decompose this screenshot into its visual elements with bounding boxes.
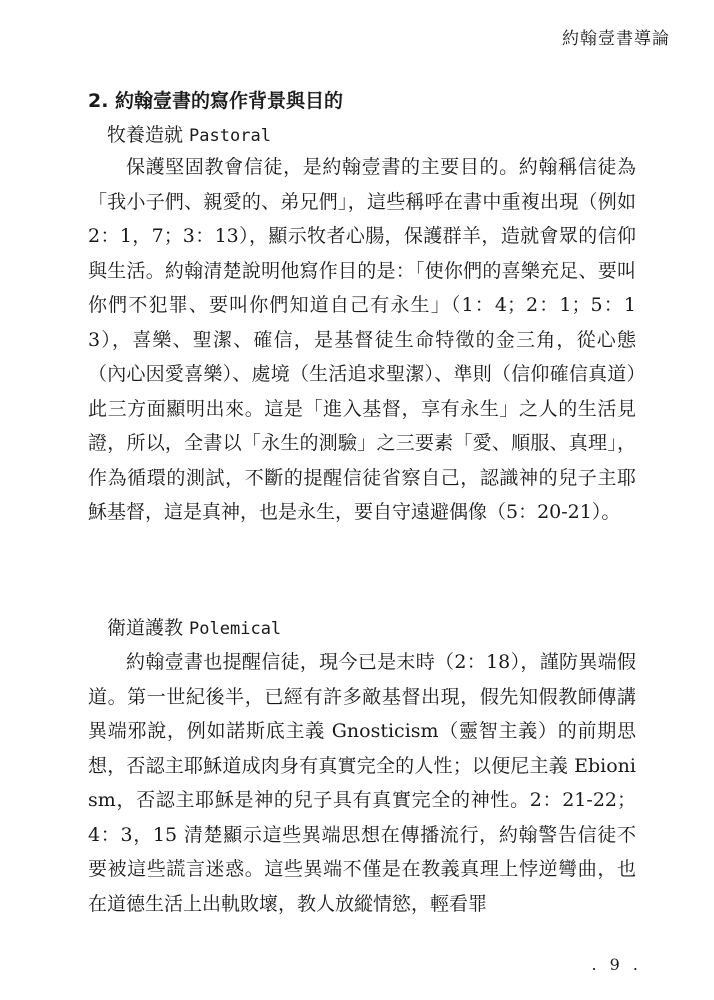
subheading-pastoral-cn: 牧養造就 [107,124,190,146]
page-number: . 9 . [591,955,642,974]
subheading-pastoral-en: Pastoral [189,126,271,146]
subheading-pastoral [107,120,271,147]
subheading-polemical-en: Polemical [189,619,282,639]
subheading-polemical-cn: 衛道護教 [107,617,190,639]
running-header: 約翰壹書導論 [562,29,670,49]
paragraph-pastoral: 保護堅固教會信徒，是約翰壹書的主要目的。約翰稱信徒為「我小子們、親愛的、弟兄們」，這些稱呼在書中重複出現（例如 2：1，7；3：13），顯示牧者心腸，保護群羊，造就會眾的信仰與生活。約翰清楚說明他寫作目的是：「使你們的喜樂充足、要叫你們不犯罪、要叫你們知道自己有永生」（1：4；2：1；5：13），喜樂、聖潔、確信，是基督徒生命特徵的金三角，從心態（內心因愛喜樂）、處境（生活追求聖潔）、準則（信仰確信真道）此三方面顯明出來。這是「進入基督，享有永生」之人的生活見證，所以，全書以「永生的測驗」之三要素「愛、順服、真理」，作為循環的測試，不斷的提醒信徒省察自己，認識神的兒子主耶穌基督，這是真神，也是永生，要自守遠避偶像（5：20-21）。 [88,156,636,523]
subheading-polemical [107,613,281,640]
paragraph-polemical: 約翰壹書也提醒信徒，現今已是末時（2：18），謹防異端假道。第一世紀後半，已經有許多敵基督出現，假先知假教師傳講異端邪說，例如諾斯底主義 Gnosticism（靈智主義）的前期思想，否認主耶穌道成肉身有真實完全的人性；以便尼主義 Ebionism，否認主耶穌是神的兒子具有真實完全的神性。2：21-22；4：3，15 清楚顯示這些異端思想在傳播流行，約翰警告信徒不要被這些謊言迷惑。這些異端不僅是在教義真理上悖逆彎曲，也在道德生活上出軌敗壞，教人放縱情慾，輕看罪 [88,651,636,915]
section-title: 2. 約翰壹書的寫作背景與目的 [88,90,344,112]
